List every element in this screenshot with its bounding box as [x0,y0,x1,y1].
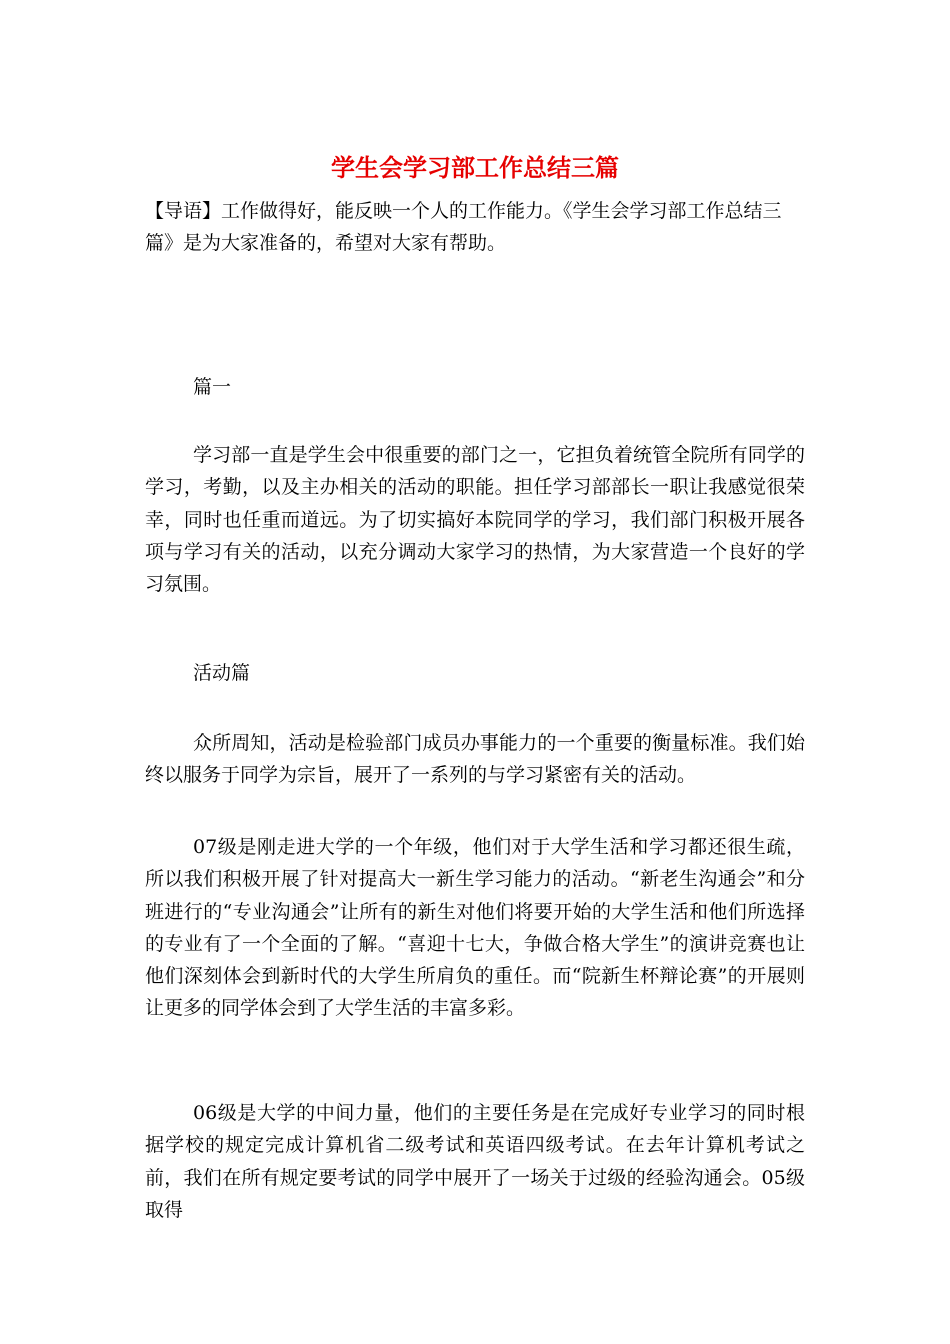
intro-paragraph: 【导语】工作做得好，能反映一个人的工作能力。《学生会学习部工作总结三篇》是为大家准备的，希望对大家有帮助。 [145,200,782,254]
section-heading-part-one: 篇一 [193,376,232,398]
body-paragraph: 众所周知，活动是检验部门成员办事能力的一个重要的衡量标准。我们始终以服务于同学为宗旨，展开了一系列的与学习紧密有关的活动。 [145,732,805,787]
body-paragraph: 07级是刚走进大学的一个年级，他们对于大学生活和学习都还很生疏，所以我们积极开展了针对提高大一新生学习能力的活动。“新老生沟通会”和分班进行的“专业沟通会”让所有的新生对他们将要开始的大学生活和他们所选择的专业有了一个全面的了解。“喜迎十七大，争做合格大学生”的演讲竞赛也让他们深刻体会到新时代的大学生所肩负的重任。而“院新生杯辩论赛”的开展则让更多的同学体会到了大学生活的丰富多彩。 [145,836,805,1020]
section-heading-activities: 活动篇 [193,662,251,684]
body-paragraph: 学习部一直是学生会中很重要的部门之一，它担负着统管全院所有同学的学习，考勤，以及主办相关的活动的职能。担任学习部部长一职让我感觉很荣幸，同时也任重而道远。为了切实搞好本院同学的学习，我们部门积极开展各项与学习有关的活动，以充分调动大家学习的热情，为大家营造一个良好的学习氛围。 [145,444,805,596]
document-title: 学生会学习部工作总结三篇 [331,153,619,182]
body-paragraph: 06级是大学的中间力量，他们的主要任务是在完成好专业学习的同时根据学校的规定完成计算机省二级考试和英语四级考试。在去年计算机考试之前，我们在所有规定要考试的同学中展开了一场关于过级的经验沟通会。05级取得 [145,1102,805,1221]
